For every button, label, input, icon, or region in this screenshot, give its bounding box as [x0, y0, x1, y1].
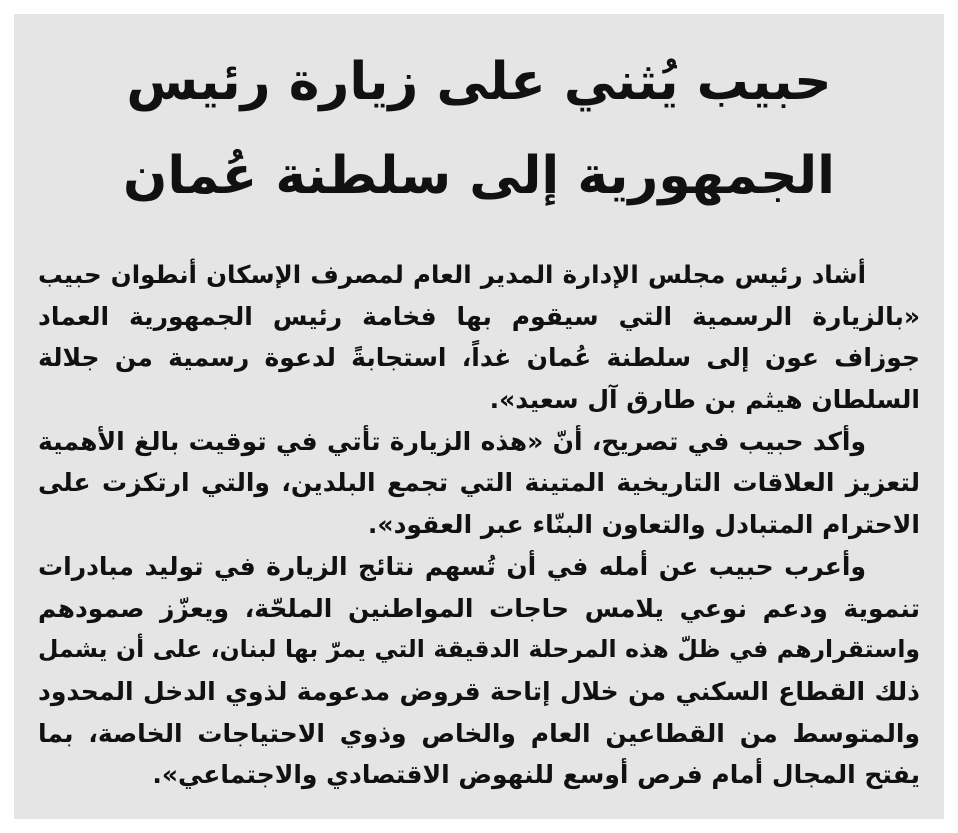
paragraph-3-line-4: ذلك القطاع السكني من خلال إتاحة قروض مدعومة لذوي الدخل المحدود: [38, 676, 920, 706]
article-body: [38, 254, 920, 796]
paragraph-3-line-1: وأعرب حبيب عن أمله في أن تُسهم نتائج الزيارة في توليد مبادرات: [38, 551, 866, 581]
paragraph-1-line-4: السلطان هيثم بن طارق آل سعيد».: [489, 385, 920, 415]
headline-line-1: حبيب يُثني على زيارة رئيس: [126, 52, 832, 112]
paragraph-3-line-5: والمتوسط من القطاعين العام والخاص وذوي الاحتياجات الخاصة، بما: [38, 718, 920, 748]
newspaper-clipping: [14, 14, 944, 819]
paragraph-1-line-1: أشاد رئيس مجلس الإدارة المدير العام لمصرف الإسكان أنطوان حبيب: [38, 260, 866, 289]
paragraph-1-line-2: «بالزيارة الرسمية التي سيقوم بها فخامة رئيس الجمهورية العماد: [38, 301, 920, 331]
headline-line-2: الجمهورية إلى سلطنة عُمان: [123, 146, 835, 206]
paragraph-2-line-3: الاحترام المتبادل والتعاون البنّاء عبر العقود».: [367, 510, 920, 540]
paragraph-1-line-3: جوزاف عون إلى سلطنة عُمان غداً، استجابةً لدعوة رسمية من جلالة: [38, 343, 920, 373]
paragraph-2-line-2: لتعزيز العلاقات التاريخية المتينة التي تجمع البلدين، والتي ارتكزت على: [38, 468, 920, 498]
paragraph-2-line-1: وأكد حبيب في تصريح، أنّ «هذه الزيارة تأتي في توقيت بالغ الأهمية: [38, 426, 866, 456]
paragraph-3-line-6: يفتح المجال أمام فرص أوسع للنهوض الاقتصادي والاجتماعي».: [152, 760, 920, 790]
paragraph-3-line-3: واستقرارهم في ظلّ هذه المرحلة الدقيقة التي يمرّ بها لبنان، على أن يشمل: [38, 635, 920, 664]
paragraph-3-line-2: تنموية ودعم نوعي يلامس حاجات المواطنين الملحّة، ويعزّز صمودهم: [38, 593, 920, 623]
